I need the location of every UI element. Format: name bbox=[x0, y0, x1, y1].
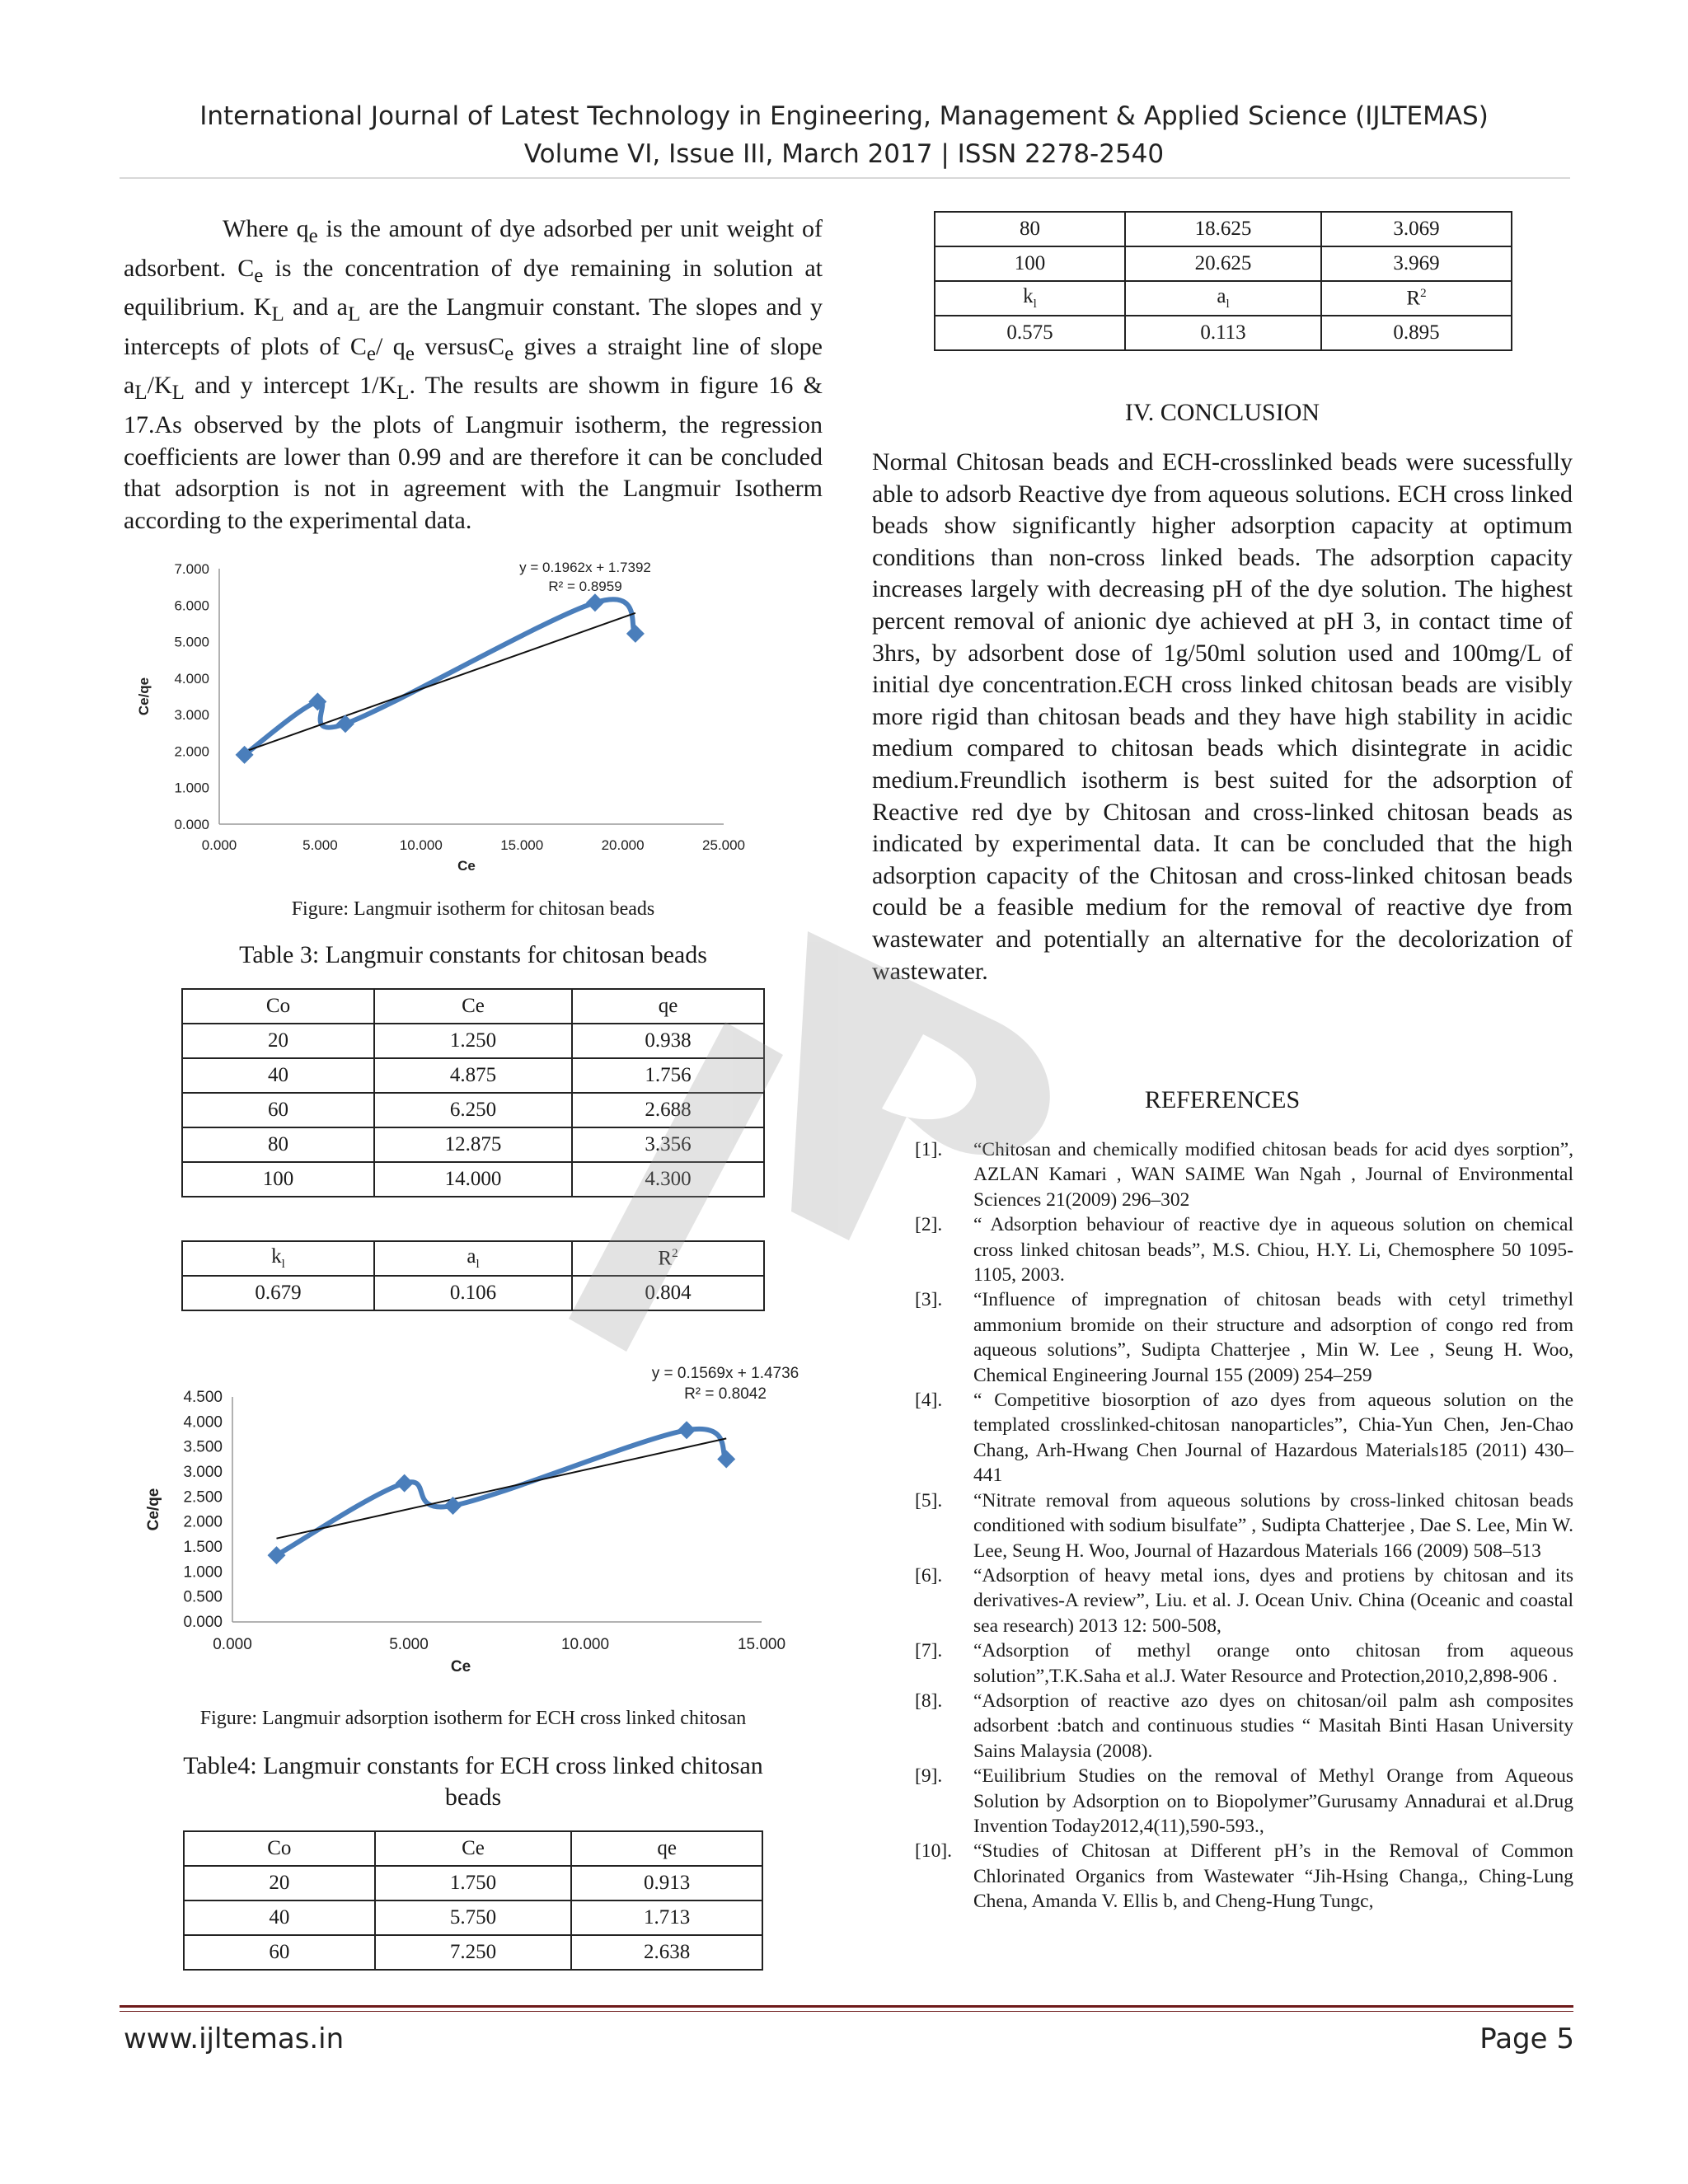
x-axis-title: Ce bbox=[457, 858, 476, 874]
table-row bbox=[935, 212, 1512, 246]
conclusion-paragraph: Normal Chitosan beads and ECH-crosslinked beads were sucessfully able to adsorb Reactive dye from aqueous solutions. ECH cross linked beads show significantly higher adsorption capacity at optimum conditions than non-cross linked beads. The adsorption capacity increases largely with decreasing pH of the dye solution. The highest percent removal of anionic dye achieved at pH 3, in contact time of 3hrs, by adsorbent dose of 1g/50ml solution used and 100mg/L of initial dye concentration.ECH cross linked chitosan beads are visibly more rigid than chitosan beads and they have high stability in acidic medium compared to chitosan beads which disintegrate in acidic medium.Freundlich isotherm is best suited for the adsorption of Reactive red dye by Chitosan and cross-linked chitosan beads as indicated by experimental data. It can be concluded that the high adsorption capacity of the Chitosan and cross-linked chitosan beads could be a feasible medium for the removal of reactive dye from wastewater and potentially an alternative for the decolorization of wastewater. bbox=[872, 448, 1573, 985]
table-cell: 0.913 bbox=[571, 1866, 762, 1900]
table-cell: 0.804 bbox=[572, 1276, 764, 1310]
y-tick-label: 1.500 bbox=[183, 1539, 223, 1556]
table-3-constants bbox=[181, 1240, 765, 1311]
table-header-cell: $R^2$ bbox=[572, 1241, 764, 1276]
table-cell: 1.756 bbox=[572, 1058, 764, 1093]
list-item: [5]. “Nitrate removal from aqueous solutions by cross-linked chitosan beads conditioned with sodium bisulfate” , Sudipta Chatterjee , Dae S. Lee, Min W. Lee, Seung H. Woo, Journal of Hazardous Materials 166 (2009) 508–513 bbox=[915, 1489, 1573, 1562]
table-cell: 20 bbox=[182, 1024, 374, 1058]
table-cell: 60 bbox=[182, 1093, 374, 1127]
y-tick-label: 0.000 bbox=[183, 1614, 223, 1631]
list-item: [2]. “ Adsorption behaviour of reactive dye in aqueous solution on chemical cross linked chitosan beads”, M.S. Chiou, H.Y. Li, Chemosphere 50 1095-1105, 2003. bbox=[915, 1214, 1573, 1286]
x-tick-label: 15.000 bbox=[500, 837, 544, 853]
footer-website: www.ijltemas.in bbox=[124, 2022, 345, 2055]
table-row bbox=[184, 1935, 762, 1970]
x-tick-label: 10.000 bbox=[399, 837, 443, 853]
header-line-1: International Journal of Latest Technology in Engineering, Management & Applied Science (IJLTEMAS) bbox=[199, 101, 1489, 131]
x-tick-label: 5.000 bbox=[302, 837, 338, 853]
chart-2-svg bbox=[124, 1358, 824, 1696]
y-axis-title: Ce/qe bbox=[136, 677, 152, 716]
table-4-continued bbox=[934, 211, 1512, 351]
y-tick-label: 1.000 bbox=[183, 1563, 223, 1582]
table-cell: 3.969 bbox=[1321, 246, 1512, 281]
langmuir-chart-chitosan bbox=[124, 544, 767, 886]
table-cell: 20.625 bbox=[1125, 246, 1321, 281]
table-4 bbox=[183, 1830, 763, 1971]
figure-2-caption: Figure: Langmuir adsorption isotherm for ECH cross linked chitosan bbox=[199, 1708, 747, 1729]
table-cell: 14.000 bbox=[374, 1162, 572, 1197]
data-point bbox=[444, 1497, 462, 1515]
series-line bbox=[277, 1429, 727, 1555]
trendline-equation: y = 0.1569x + 1.4736 bbox=[651, 1365, 799, 1382]
list-item: [1]. “Chitosan and chemically modified chitosan beads for acid dyes sorption”, AZLAN Kamari , WAN SAIME Wan Ngah , Journal of Environmental Sciences 21(2009) 296–302 bbox=[915, 1139, 1573, 1211]
list-item: [6]. “Adsorption of heavy metal ions, dyes and protiens by chitosan and its derivatives-A review”, Liu. et al. J. Ocean Univ. China (Oceanic and coastal sea research) 2013 12: 500-508, bbox=[915, 1564, 1573, 1637]
list-item: [10]. “Studies of Chitosan at Different pH’s in the Removal of Common Chlorinated Organics from Wastewater “Jih-Hsing Changa,, Ching-Lung Chena, Amanda V. Ellis b, and Cheng-Hung Tungc, bbox=[915, 1840, 1573, 1913]
table-cell: 1.713 bbox=[571, 1900, 762, 1935]
table-row bbox=[182, 1276, 764, 1310]
table-header-cell: qe bbox=[571, 1831, 762, 1866]
table-row bbox=[182, 1127, 764, 1162]
data-point bbox=[396, 1474, 414, 1493]
trendline-r-squared: R² = 0.8959 bbox=[548, 579, 622, 594]
data-point bbox=[717, 1450, 735, 1468]
table-3-title: Table 3: Langmuir constants for chitosan beads bbox=[239, 941, 707, 968]
trendline bbox=[245, 613, 635, 752]
table-cell: 2.638 bbox=[571, 1935, 762, 1970]
chart-1-svg bbox=[124, 544, 767, 882]
table-3 bbox=[181, 988, 765, 1197]
table-cell: 0.113 bbox=[1125, 316, 1321, 350]
y-tick-label: 4.000 bbox=[174, 670, 209, 687]
list-item: [3]. “Influence of impregnation of chitosan beads with cetyl trimethyl ammonium bromide on their structure and adsorption of congo red from aqueous solutions”, Sudipta Chatterjee , Min W. Lee , Seung H. Woo, Chemical Engineering Journal 155 (2009) 254–259 bbox=[915, 1289, 1573, 1386]
x-tick-label: 0.000 bbox=[201, 837, 237, 853]
table-cell: 80 bbox=[935, 212, 1125, 246]
x-tick-label: 25.000 bbox=[702, 837, 745, 853]
table-row bbox=[935, 316, 1512, 350]
table-row bbox=[182, 1093, 764, 1127]
table-header-cell: Ce bbox=[374, 989, 572, 1024]
x-tick-label: 20.000 bbox=[601, 837, 645, 853]
table-cell: 6.250 bbox=[374, 1093, 572, 1127]
y-tick-label: 3.000 bbox=[174, 707, 209, 724]
table-row bbox=[184, 1866, 762, 1900]
table-cell: 0.106 bbox=[374, 1276, 572, 1310]
table-cell: 60 bbox=[184, 1935, 375, 1970]
table-header-cell: Ce bbox=[375, 1831, 572, 1866]
table-cell: 20 bbox=[184, 1866, 375, 1900]
table-row bbox=[935, 281, 1512, 316]
table-header-cell: qe bbox=[572, 989, 764, 1024]
y-tick-label: 2.000 bbox=[174, 743, 209, 760]
y-tick-label: 7.000 bbox=[174, 561, 209, 577]
table-header-cell: $k_l$ bbox=[935, 281, 1125, 316]
references-heading: REFERENCES bbox=[1144, 1086, 1301, 1113]
table-row bbox=[182, 1162, 764, 1197]
table-cell: 0.938 bbox=[572, 1024, 764, 1058]
table-row bbox=[182, 1058, 764, 1093]
list-item: [9]. “Euilibrium Studies on the removal of Methyl Orange from Aqueous Solution by Adsorption on to Biopolymer”Gurusamy Annadurai et al.Drug Invention Today2012,4(11),590-593., bbox=[915, 1765, 1573, 1837]
table-row bbox=[182, 989, 764, 1024]
table-cell: 3.356 bbox=[572, 1127, 764, 1162]
table-row bbox=[935, 246, 1512, 281]
table-cell: 100 bbox=[182, 1162, 374, 1197]
x-tick-label: 10.000 bbox=[560, 1636, 610, 1653]
references-list bbox=[915, 1137, 1573, 1915]
y-tick-label: 5.000 bbox=[174, 634, 209, 650]
table-row bbox=[184, 1900, 762, 1935]
figure-1-caption: Figure: Langmuir isotherm for chitosan beads bbox=[291, 898, 655, 920]
y-tick-label: 2.500 bbox=[183, 1488, 223, 1507]
table-header-cell: $k_l$ bbox=[182, 1241, 374, 1276]
trendline-equation: y = 0.1962x + 1.7392 bbox=[519, 560, 651, 575]
table-row bbox=[184, 1831, 762, 1866]
table-row bbox=[182, 1241, 764, 1276]
table-header-cell: Co bbox=[184, 1831, 375, 1866]
header-divider bbox=[120, 177, 1570, 179]
table-cell: 0.575 bbox=[935, 316, 1125, 350]
table-cell: 5.750 bbox=[375, 1900, 572, 1935]
data-point bbox=[626, 625, 645, 643]
y-tick-label: 6.000 bbox=[174, 598, 209, 614]
table-cell: 12.875 bbox=[374, 1127, 572, 1162]
y-tick-label: 4.500 bbox=[183, 1389, 223, 1406]
y-tick-label: 3.000 bbox=[183, 1464, 223, 1481]
table-cell: 2.688 bbox=[572, 1093, 764, 1127]
table-cell: 7.250 bbox=[375, 1935, 572, 1970]
y-tick-label: 2.000 bbox=[183, 1513, 223, 1531]
footer-page-number: Page 5 bbox=[1479, 2022, 1574, 2055]
y-tick-label: 0.500 bbox=[183, 1588, 223, 1606]
list-item: [4]. “ Competitive biosorption of azo dyes from aqueous solution on the templated crosslinked-chitosan nanoparticles”, Chia-Yun Chen, Jen-Chao Chang, Arh-Hwang Chen Journal of Hazardous Materials185 (2011) 430–441 bbox=[915, 1390, 1573, 1487]
footer-divider bbox=[120, 2005, 1573, 2008]
table-cell: 3.069 bbox=[1321, 212, 1512, 246]
data-point bbox=[586, 593, 604, 612]
table-row bbox=[182, 1024, 764, 1058]
list-item: [7]. “Adsorption of methyl orange onto chitosan from aqueous solution”,T.K.Saha et al.J. Water Resource and Protection,2010,2,898-906 . bbox=[915, 1640, 1573, 1687]
y-tick-label: 4.000 bbox=[183, 1413, 223, 1432]
table-cell: 1.250 bbox=[374, 1024, 572, 1058]
y-tick-label: 1.000 bbox=[174, 780, 209, 796]
table-cell: 1.750 bbox=[375, 1866, 572, 1900]
table-cell: 4.300 bbox=[572, 1162, 764, 1197]
table-4-title: Table4: Langmuir constants for ECH cross linked chitosan beads bbox=[183, 1752, 763, 1811]
table-cell: 80 bbox=[182, 1127, 374, 1162]
table-header-cell: $a_l$ bbox=[1125, 281, 1321, 316]
x-tick-label: 5.000 bbox=[389, 1636, 429, 1653]
list-item: [8]. “Adsorption of reactive azo dyes on chitosan/oil palm ash composites adsorbent :batch and continuous studies “ Masitah Binti Hasan University Sains Malaysia (2008). bbox=[915, 1690, 1573, 1762]
y-tick-label: 3.500 bbox=[183, 1438, 223, 1456]
table-header-cell: $R^2$ bbox=[1321, 281, 1512, 316]
langmuir-chart-ech-chitosan bbox=[124, 1358, 824, 1700]
conclusion-heading: IV. CONCLUSION bbox=[1124, 399, 1320, 426]
x-axis-title: Ce bbox=[450, 1658, 471, 1675]
table-cell: 100 bbox=[935, 246, 1125, 281]
table-cell: 0.679 bbox=[182, 1276, 374, 1310]
table-cell: 18.625 bbox=[1125, 212, 1321, 246]
x-tick-label: 15.000 bbox=[737, 1636, 786, 1653]
table-header-cell: $a_l$ bbox=[374, 1241, 572, 1276]
y-tick-label: 0.000 bbox=[174, 817, 209, 832]
data-point bbox=[678, 1421, 696, 1439]
table-cell: 4.875 bbox=[374, 1058, 572, 1093]
langmuir-paragraph: Where $q_e$ is the amount of dye adsorbed per unit weight of adsorbent. $C_e$ is the concentration of dye remaining in solution at equilibrium. $K_L$ and $a_L$ are the Langmuir constant. The slopes and y intercepts of plots of $C_e/$ $q_e$ versusC$_e$ gives a straight line of slope $a_L/K_L$ and y intercept $1/K_L$. The results are showm in figure 16 & 17.As observed by the plots of Langmuir isotherm, the regression coefficients are lower than 0.99 and are therefore it can be concluded that adsorption is not in agreement with the Langmuir Isotherm according to the experimental data. bbox=[124, 215, 823, 534]
table-cell: 0.895 bbox=[1321, 316, 1512, 350]
y-axis-title: Ce/qe bbox=[145, 1488, 162, 1531]
trendline-r-squared: R² = 0.8042 bbox=[684, 1385, 767, 1403]
journal-header bbox=[0, 97, 1688, 173]
table-cell: 40 bbox=[184, 1900, 375, 1935]
table-header-cell: Co bbox=[182, 989, 374, 1024]
header-line-2: Volume VI, Issue III, March 2017 | ISSN 2278-2540 bbox=[523, 139, 1165, 169]
x-tick-label: 0.000 bbox=[213, 1636, 252, 1653]
footer-divider-thin bbox=[120, 2011, 1573, 2012]
table-cell: 40 bbox=[182, 1058, 374, 1093]
trendline bbox=[277, 1438, 727, 1538]
